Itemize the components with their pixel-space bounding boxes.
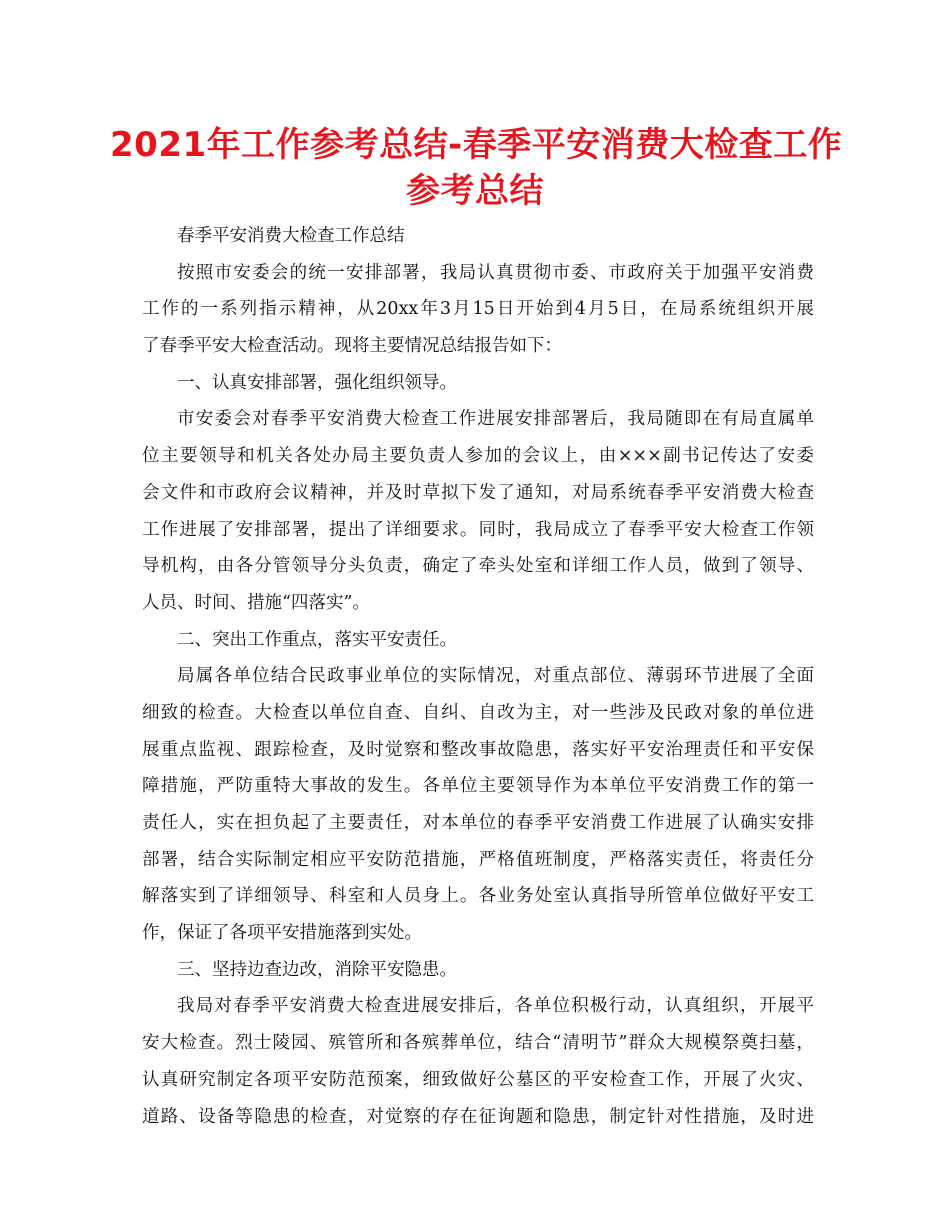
body-text-line: 导机构，由各分管领导分头负责，确定了牵头处室和详细工作人员，做到了领导、 <box>142 556 814 577</box>
body-text-line: 我局对春季平安消费大检查进展安排后，各单位积极行动，认真组织，开展平 <box>177 996 814 1017</box>
body-text-line: 细致的检查。大检查以单位自查、自纠、自改为主，对一些涉及民政对象的单位进 <box>142 702 814 723</box>
body-text-line: 责任人，实在担负起了主要责任，对本单位的春季平安消费工作进展了认确实安排 <box>142 813 814 833</box>
body-text-line: 市安委会对春季平安消费大检查工作进展安排部署后，我局随即在有局直属单 <box>177 409 814 430</box>
body-text-line: 认真研究制定各项平安防范预案，细致做好公墓区的平安检查工作，开展了火灾、 <box>142 1069 814 1090</box>
body-text-line: 部署，结合实际制定相应平安防范措施，严格值班制度，严格落实责任，将责任分 <box>142 849 814 870</box>
body-text-line: 按照市安委会的统一安排部署，我局认真贯彻市委、市政府关于加强平安消费 <box>177 262 814 283</box>
body-text-line: 作，保证了各项平安措施落到实处。 <box>142 923 422 944</box>
body-text-line: 位主要领导和机关各处办局主要负责人参加的会议上，由×××副书记传达了安委 <box>142 446 814 467</box>
body-text-line: 二、突出工作重点，落实平安责任。 <box>177 629 457 650</box>
body-text-line: 局属各单位结合民政事业单位的实际情况，对重点部位、薄弱环节进展了全面 <box>177 666 814 687</box>
body-text-line: 安大检查。烈士陵园、殡管所和各殡葬单位，结合“清明节”群众大规模祭奠扫墓， <box>142 1033 814 1054</box>
body-text-line: 障措施，严防重特大事故的发生。各单位主要领导作为本单位平安消费工作的第一 <box>142 776 814 797</box>
document-title-line-2: 参考总结 <box>406 171 544 211</box>
body-text-line: 展重点监视、跟踪检查，及时觉察和整改事故隐患，落实好平安治理责任和平安保 <box>142 739 814 760</box>
body-text-line: 工作进展了安排部署，提出了详细要求。同时，我局成立了春季平安大检查工作领 <box>142 519 814 540</box>
body-text-line: 了春季平安大检查活动。现将主要情况总结报告如下： <box>142 336 562 357</box>
body-text-line: 道路、设备等隐患的检查，对觉察的存在征询题和隐患，制定针对性措施，及时进 <box>142 1106 814 1127</box>
body-text-line: 工作的一系列指示精神，从20xx年3月15日开始到4月5日，在局系统组织开展 <box>142 299 814 320</box>
document-title-line-1: 2021年工作参考总结-春季平安消费大检查工作 <box>110 125 843 165</box>
body-text-line: 人员、时间、措施“四落实”。 <box>142 592 370 613</box>
body-text-line: 三、坚持边查边改，消除平安隐患。 <box>177 959 457 980</box>
body-text-line: 解落实到了详细领导、科室和人员身上。各业务处室认真指导所管单位做好平安工 <box>142 886 814 907</box>
document-body <box>142 218 814 1135</box>
body-text-line: 春季平安消费大检查工作总结 <box>177 226 405 246</box>
body-text-line: 一、认真安排部署，强化组织领导。 <box>177 372 457 393</box>
body-text-line: 会文件和市政府会议精神，并及时草拟下发了通知，对局系统春季平安消费大检查 <box>142 482 814 503</box>
